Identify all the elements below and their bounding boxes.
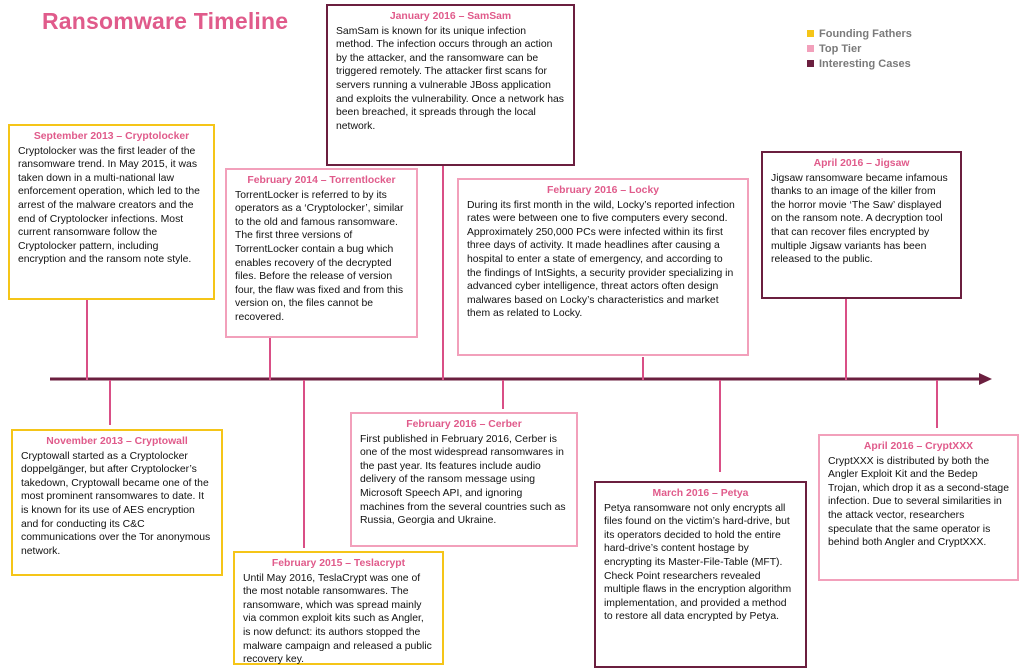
event-description: TorrentLocker is referred to by its operators as a ‘Cryptolocker’, similar to the old and famous ransomware. The first three versions of TorrentLocker contain a bug which enables recovery of the decrypted files. Before the release of version four, the flaw was fixed and from this version on, the files cannot be recovered. <box>235 189 404 323</box>
event-title: November 2013 – Cryptowall <box>46 436 188 447</box>
event-card-samsam <box>326 4 575 166</box>
event-title: February 2015 – Teslacrypt <box>271 558 406 569</box>
event-description: Until May 2016, TeslaCrypt was one of the most notable ransomwares. The ransomware, which was spread mainly via common exploit kits such as Angler, is now defunct: its authors stopped the malware campaign and released a public recovery key. <box>243 572 432 666</box>
event-title: September 2013 – Cryptolocker <box>33 131 190 142</box>
event-description: During its first month in the wild, Locky’s reported infection rates were between one to five computers every second. Approximately 250,000 PCs were infected within its first three days of activity. It made headlines after causing a hospital to enter a state of emergency, and according to the findings of IntSights, a security provider specializing in advanced cyber intelligence, threat actors often design malwares based on Locky’s characteristics and market them as related to Locky. <box>467 199 735 320</box>
event-card-cryptowall <box>11 429 223 576</box>
page-title: Ransomware Timeline <box>42 8 289 34</box>
timeline-arrowhead <box>979 373 992 385</box>
legend-label: Founding Fathers <box>819 27 912 40</box>
event-description: CryptXXX is distributed by both the Angler Exploit Kit and the Bedep Trojan, which drop it as a second-stage infection. Due to several similarities in the attack vector, researchers speculate that the same operator is behind both Angler and CryptXXX. <box>828 455 1009 549</box>
event-title: April 2016 – Jigsaw <box>813 158 910 169</box>
event-description: SamSam is known for its unique infection method. The infection occurs through an action by the attacker, and the ransomware can be triggered remotely. The attacker first scans for servers running a vulnerable JBoss application and exploits the vulnerability. Once a network has been breached, it spreads through the local network. <box>336 25 564 132</box>
legend-label: Interesting Cases <box>819 57 911 70</box>
event-title: February 2014 – Torrentlocker <box>247 175 396 186</box>
event-title: March 2016 – Petya <box>652 488 749 499</box>
event-description: First published in February 2016, Cerber is one of the most widespread ransomwares in the past year. Its features include audio delivery of the ransom message using Microsoft Speech API, and ignoring machines from the several countries such as Russia, Georgia and Ukraine. <box>360 433 566 527</box>
event-description: Cryptolocker was the first leader of the ransomware trend. In May 2015, it was taken down in a multi-national law enforcement operation, which led to the arrest of the malware creators and the end of Cryptolocker infections. Most current ransomware follow the Cryptolocker pattern, including encryption and the ransom note style. <box>18 145 200 266</box>
event-title: February 2016 – Locky <box>546 185 660 196</box>
event-card-torrentlocker <box>225 168 418 338</box>
event-card-cerber <box>350 412 578 547</box>
event-title: January 2016 – SamSam <box>389 11 512 22</box>
event-description: Petya ransomware not only encrypts all files found on the victim’s hard-drive, but its operators decided to hold the entire hard-drive’s content hostage by encrypting its Master-File-Table (MFT). Check Point researchers revealed multiple flaws in the encryption algorithm implementation, and provided a method to restore all data encrypted by Petya. <box>604 502 792 623</box>
event-card-teslacrypt <box>233 551 444 665</box>
event-description: Cryptowall started as a Cryptolocker doppelgänger, but after Cryptolocker’s takedown, Cryptowall became one of the most prominent ransomwares to date. It is known for its use of AES encryption and for conducting its C&C communications over the Tor anonymous network. <box>21 450 211 557</box>
event-title: February 2016 – Cerber <box>406 419 522 430</box>
event-card-cryptxxx <box>818 434 1019 581</box>
event-description: Jigsaw ransomware became infamous thanks to an image of the killer from the horror movie ‘The Saw’ displayed on the ransom note. A decryption tool that can recover files encrypted by multiple Jigsaw variants has been released to the public. <box>771 172 948 266</box>
event-title: April 2016 – CryptXXX <box>863 441 974 452</box>
event-card-jigsaw <box>761 151 962 299</box>
event-card-cryptolocker <box>8 124 215 300</box>
legend-label: Top Tier <box>819 42 862 55</box>
event-card-locky <box>457 178 749 356</box>
event-card-petya <box>594 481 807 668</box>
